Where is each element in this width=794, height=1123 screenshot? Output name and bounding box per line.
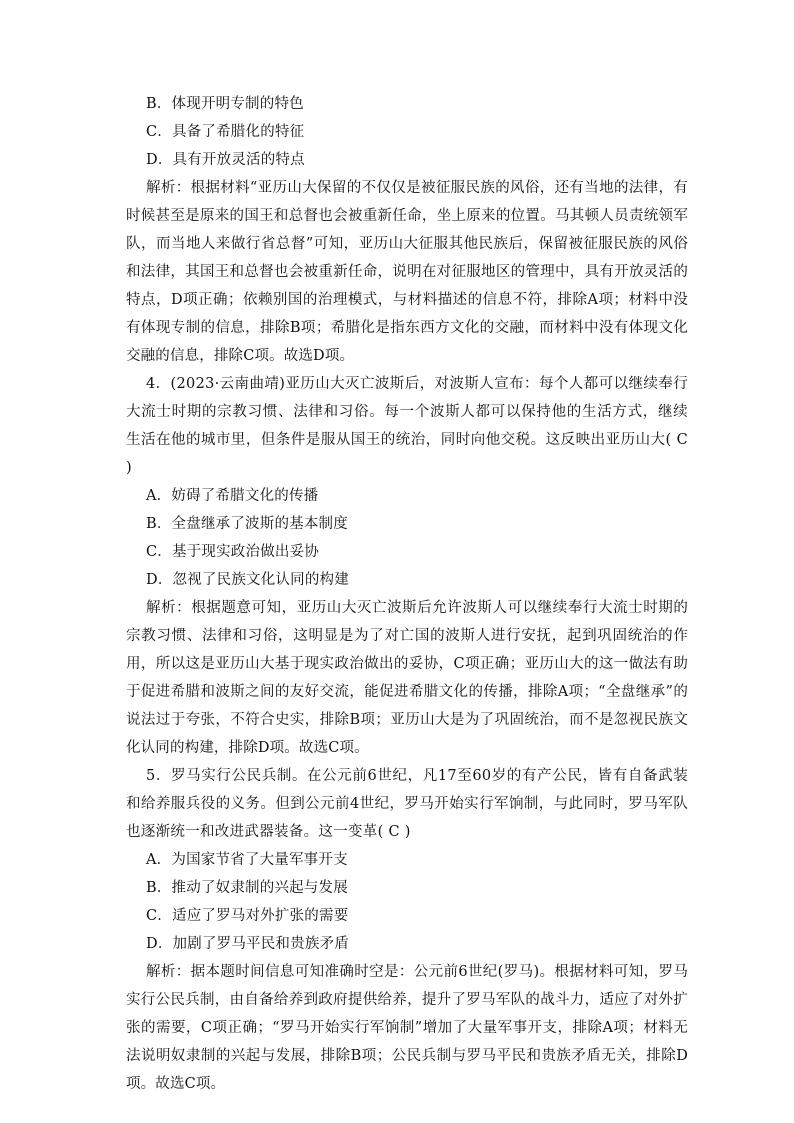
q5-option-b: B．推动了奴隶制的兴起与发展 [146, 880, 348, 896]
page-content [126, 90, 688, 1098]
q4-option-c: C．基于现实政治做出妥协 [146, 544, 319, 560]
q5-option-c: C．适应了罗马对外扩张的需要 [146, 908, 349, 924]
q4-option-d: D．忽视了民族文化认同的构建 [146, 572, 349, 588]
q5-stem: 5．罗马实行公民兵制。在公元前6世纪，凡17至60岁的有产公民，皆有自备武装和给养服兵役的义务。但到公元前4世纪，罗马开始实行军饷制，与此同时，罗马军队也逐渐统一和改进武器装备。这一变革( C ) [126, 768, 688, 840]
q3-option-b: B．体现开明专制的特色 [146, 96, 304, 112]
q4-stem: 4．(2023·云南曲靖)亚历山大灭亡波斯后，对波斯人宣布：每个人都可以继续奉行大流士时期的宗教习惯、法律和习俗。每一个波斯人都可以保持他的生活方式，继续生活在他的城市里，但条件是服从国王的统治，同时向他交税。这反映出亚历山大( C ) [126, 376, 688, 476]
q3-option-d: D．具有开放灵活的特点 [146, 152, 305, 168]
q5-explanation: 解析：据本题时间信息可知准确时空是：公元前6世纪(罗马)。根据材料可知，罗马实行公民兵制，由自备给养到政府提供给养，提升了罗马军队的战斗力，适应了对外扩张的需要，C项正确；“罗马开始实行军饷制”增加了大量军事开支，排除A项；材料无法说明奴隶制的兴起与发展，排除B项；公民兵制与罗马平民和贵族矛盾无关，排除D项。故选C项。 [126, 964, 688, 1092]
q4-option-a: A．妨碍了希腊文化的传播 [146, 488, 319, 504]
q3-explanation: 解析：根据材料“亚历山大保留的不仅仅是被征服民族的风俗，还有当地的法律，有时候甚至是原来的国王和总督也会被重新任命，坐上原来的位置。马其顿人员责统领军队，而当地人来做行省总督”可知，亚历山大征服其他民族后，保留被征服民族的风俗和法律，其国王和总督也会被重新任命，说明在对征服地区的管理中，具有开放灵活的特点，D项正确；依赖别国的治理模式，与材料描述的信息不符，排除A项；材料中没有体现专制的信息，排除B项；希腊化是指东西方文化的交融，而材料中没有体现文化交融的信息，排除C项。故选D项。 [126, 180, 688, 364]
q4-option-b: B．全盘继承了波斯的基本制度 [146, 516, 348, 532]
q5-option-a: A．为国家节省了大量军事开支 [146, 852, 348, 868]
q3-option-c: C．具备了希腊化的特征 [146, 124, 305, 140]
q5-option-d: D．加剧了罗马平民和贵族矛盾 [146, 936, 349, 952]
q4-explanation: 解析：根据题意可知，亚历山大灭亡波斯后允许波斯人可以继续奉行大流士时期的宗教习惯、法律和习俗，这明显是为了对亡国的波斯人进行安抚，起到巩固统治的作用，所以这是亚历山大基于现实政治做出的妥协，C项正确；亚历山大的这一做法有助于促进希腊和波斯之间的友好交流，能促进希腊文化的传播，排除A项；“全盘继承”的说法过于夸张，不符合史实，排除B项；亚历山大是为了巩固统治，而不是忽视民族文化认同的构建，排除D项。故选C项。 [126, 600, 688, 756]
